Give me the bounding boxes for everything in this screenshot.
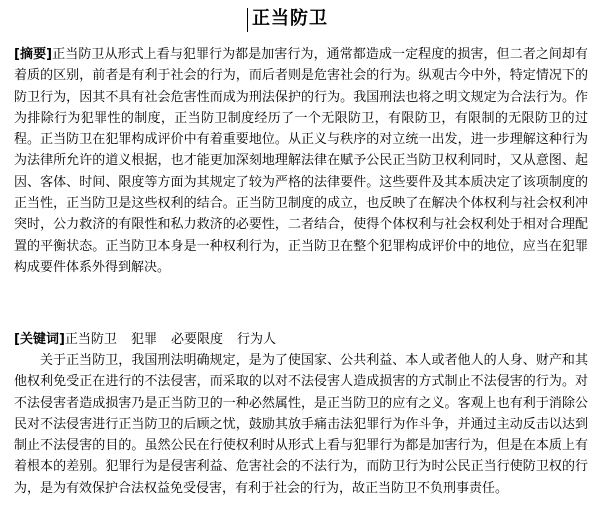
abstract-open-bracket: [ — [14, 47, 20, 62]
keyword-item: 犯罪 — [130, 332, 157, 347]
keyword-item: 必要限度 — [170, 332, 223, 347]
text-cursor — [247, 8, 248, 32]
keyword-item: 行为人 — [236, 332, 276, 347]
keyword-item: 正当防卫 — [64, 332, 117, 347]
keywords-label: 关键词 — [19, 332, 59, 347]
abstract-text: 正当防卫从形式上看与犯罪行为都是加害行为，通常都造成一定程度的损害，但二者之间却有着质的区别，前者是有利于社会的行为，而后者则是危害社会的行为。纵观古今中外，特定情况下的防卫行为，因其不具有社会危害性而成为刑法保护的行为。我国刑法也将之明文规定为合法行为。作为排除行为犯罪性的制度，正当防卫制度经历了一个无限防卫，有限防卫，有限制的无限防卫的过程。正当防卫在犯罪构成评价中有着重要地位。从正义与秩序的对立统一出发，进一步理解这种行为为法律所允许的道义根据，也才能更加深刻地理解法律在赋予公民正当防卫权利同时，又从意图、起因、客体、时间、限度等方面为其规定了较为严格的法律要件。这些要件及其本质决定了该项制度的正当性，正当防卫是这些权利的结合。正当防卫制度的成立，也反映了在解决个体权利与社会权利冲突时，公力救济的有限性和私力救济的必要性，二者结合，使得个体权利与社会权利处于相对合理配置的平衡状态。正当防卫本身是一种权利行为，正当防卫在整个犯罪构成评价中的地位，应当在犯罪构成要件体系外得到解决。 — [14, 47, 588, 275]
title-area — [0, 6, 600, 32]
body-paragraph[interactable]: 关于正当防卫，我国刑法明确规定，是为了使国家、公共利益、本人或者他人的人身、财产和其他权利免受正在进行的不法侵害，而采取的以对不法侵害人造成损害的方式制止不法侵害的行为。对不法侵害者造成损害乃是正当防卫的一种必然属性，是正当防卫的应有之义。客观上也有利于消除公民对不法侵害进行正当防卫的后顾之忧，鼓励其放手痛击法犯罪行为作斗争，并通过主动反击以达到制止不法侵害的目的。虽然公民在行使权利时从形式上看与犯罪行为都是加害行为，但是在本质上有着根本的差别。犯罪行为是侵害利益、危害社会的不法行为，而防卫行为时公民正当行使防卫权的行为，是为有效保护合法权益免受侵害，有利于社会的行为，故正当防卫不负刑事责任。 — [14, 353, 588, 496]
abstract-label: 摘要 — [19, 47, 47, 62]
keywords-open-bracket: [ — [14, 332, 20, 347]
abstract-close-bracket: ] — [46, 47, 53, 62]
document-title[interactable]: 正当防卫 — [252, 8, 328, 29]
keywords-line[interactable] — [14, 329, 588, 350]
abstract-paragraph[interactable] — [14, 44, 588, 278]
keywords-close-bracket: ] — [58, 332, 65, 347]
